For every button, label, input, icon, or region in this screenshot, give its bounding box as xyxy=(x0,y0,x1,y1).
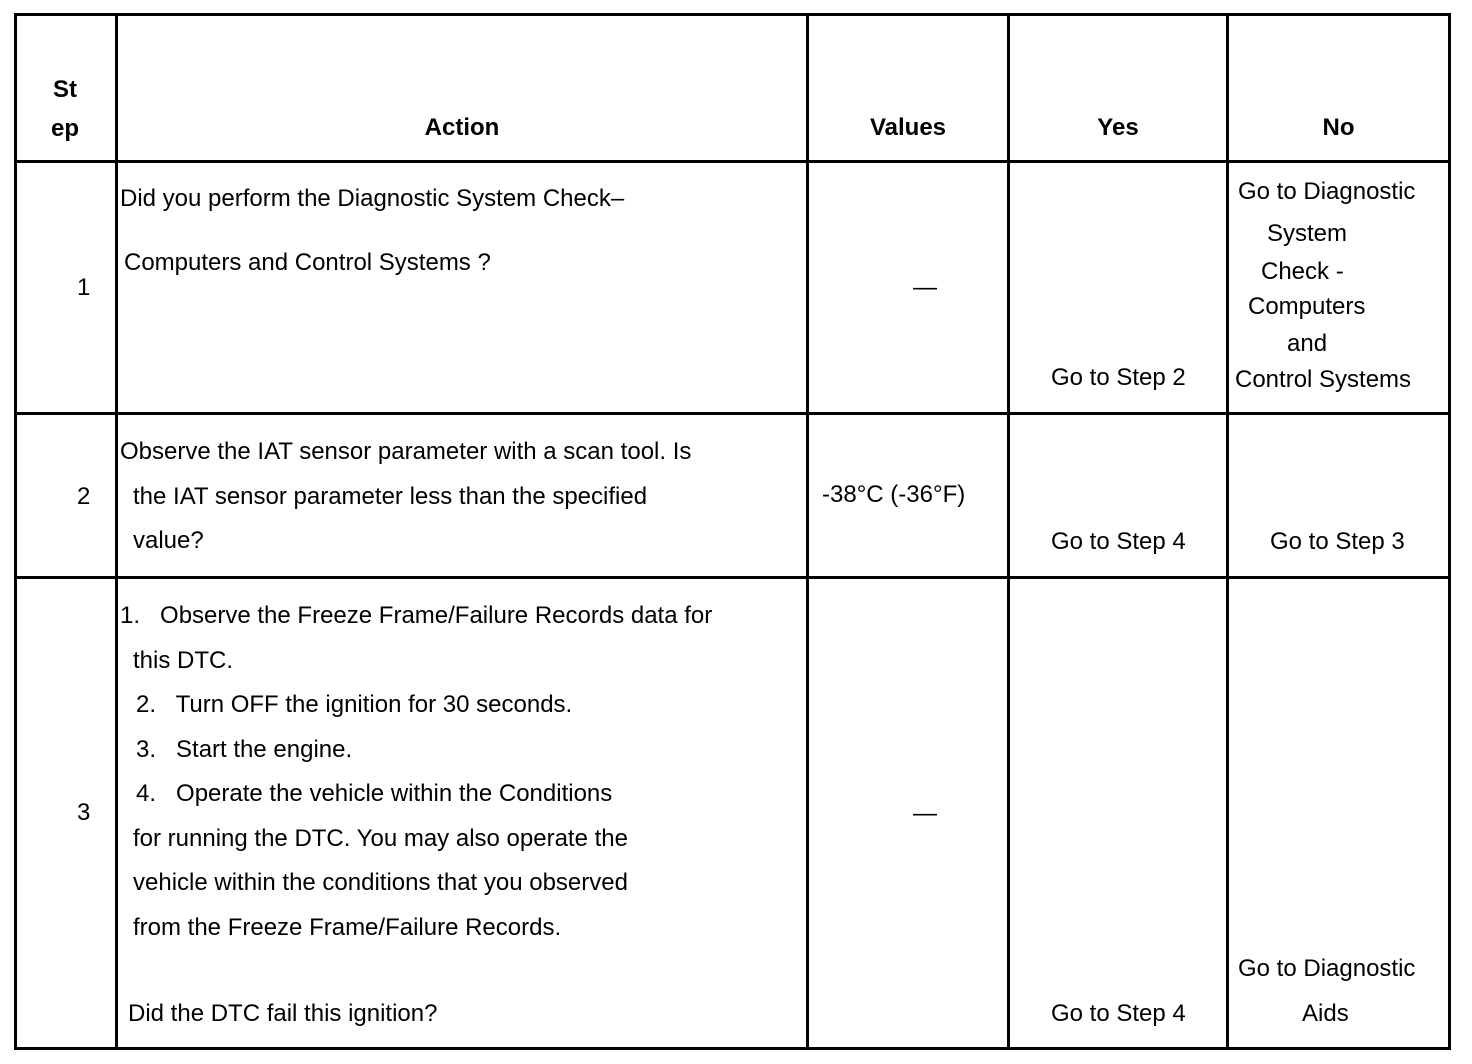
row-divider xyxy=(14,576,1451,579)
column-divider xyxy=(1226,13,1229,1050)
value-text: -38°C (-36°F) xyxy=(822,481,966,508)
column-divider xyxy=(806,13,809,1050)
no-text: Computers xyxy=(1248,293,1366,320)
header-step: St ep xyxy=(50,76,79,142)
yes-text: Go to Step 2 xyxy=(1051,364,1186,391)
action-text: Observe the IAT sensor parameter with a scan tool. Is xyxy=(120,438,692,465)
no-text: Aids xyxy=(1302,1000,1349,1027)
action-text: Computers and Control Systems ? xyxy=(124,249,491,276)
header-values: Values xyxy=(869,114,947,141)
step-number: 1 xyxy=(77,274,91,301)
header-action: Action xyxy=(424,114,500,141)
action-text: for running the DTC. You may also operate the xyxy=(133,825,628,852)
header-divider xyxy=(14,160,1451,163)
action-text: from the Freeze Frame/Failure Records. xyxy=(133,914,562,941)
action-question: Did the DTC fail this ignition? xyxy=(128,1000,438,1027)
no-text: and xyxy=(1287,330,1328,357)
row-divider xyxy=(14,412,1451,415)
no-text: Go to Diagnostic xyxy=(1238,955,1416,982)
column-divider xyxy=(115,13,118,1050)
yes-text: Go to Step 4 xyxy=(1051,1000,1186,1027)
header-no: No xyxy=(1322,114,1355,141)
table-border-bottom xyxy=(14,1047,1451,1050)
action-text: 2. Turn OFF the ignition for 30 seconds. xyxy=(136,691,573,718)
table-border-right xyxy=(1448,13,1451,1050)
no-text: Go to Diagnostic xyxy=(1238,178,1416,205)
header-yes: Yes xyxy=(1097,114,1139,141)
action-text: 3. Start the engine. xyxy=(136,736,353,763)
action-text: vehicle within the conditions that you observed xyxy=(133,869,628,896)
action-text: the IAT sensor parameter less than the specified xyxy=(133,483,648,510)
action-text: 4. Operate the vehicle within the Conditions xyxy=(136,780,613,807)
table-border-left xyxy=(14,13,17,1050)
action-text: value? xyxy=(133,527,204,554)
no-text: System xyxy=(1267,220,1348,247)
table-border-top xyxy=(14,13,1451,16)
step-number: 3 xyxy=(77,799,91,826)
action-text: Did you perform the Diagnostic System Check– xyxy=(120,185,625,212)
no-text: Control Systems xyxy=(1235,366,1412,393)
column-divider xyxy=(1007,13,1010,1050)
no-text: Check - xyxy=(1261,258,1344,285)
value-text: — xyxy=(913,274,937,301)
action-text: this DTC. xyxy=(133,647,234,674)
no-text: Go to Step 3 xyxy=(1270,528,1405,555)
action-text: 1. Observe the Freeze Frame/Failure Records data for xyxy=(120,602,713,629)
yes-text: Go to Step 4 xyxy=(1051,528,1186,555)
step-number: 2 xyxy=(77,483,91,510)
value-text: — xyxy=(913,800,937,827)
